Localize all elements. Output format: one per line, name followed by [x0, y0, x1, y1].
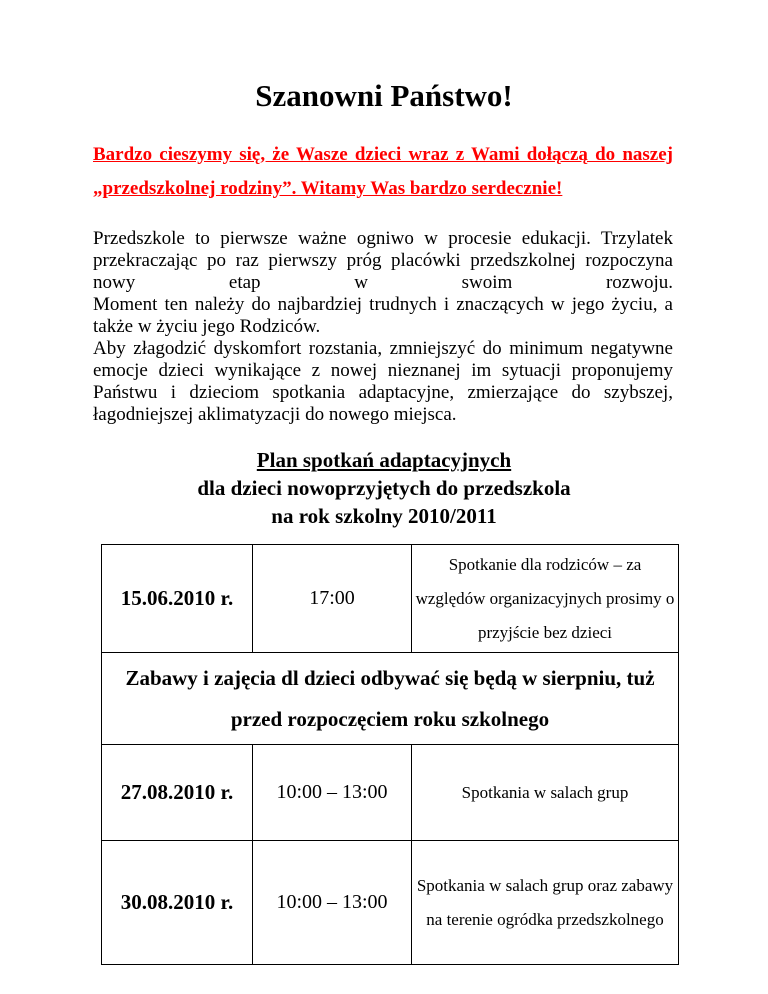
schedule-time: 10:00 – 13:00	[253, 745, 412, 841]
plan-title: Plan spotkań adaptacyjnych	[256, 448, 512, 472]
welcome-message: Bardzo cieszymy się, że Wasze dzieci wraz z Wami dołączą do naszej „przedszkolnej rodziny”. Witamy Was bardzo serdecznie!	[93, 144, 673, 199]
plan-heading	[0, 446, 768, 530]
table-row	[102, 745, 679, 841]
schedule-description: Spotkania w salach grup	[412, 745, 679, 841]
intro-text	[93, 228, 673, 426]
schedule-date: 30.08.2010 r.	[102, 841, 253, 965]
schedule-description: Spotkania w salach grup oraz zabawy na terenie ogródka przedszkolnego	[412, 841, 679, 965]
intro-paragraph-1: Przedszkole to pierwsze ważne ogniwo w procesie edukacji. Trzylatek przekraczając po raz pierwszy próg placówki przedszkolnej rozpoczyna nowy etap w swoim rozwoju.	[93, 228, 673, 293]
schedule-notice: Zabawy i zajęcia dl dzieci odbywać się będą w sierpniu, tuż przed rozpoczęciem roku szkolnego	[102, 653, 679, 745]
plan-subtitle-2: na rok szkolny 2010/2011	[271, 504, 497, 528]
intro-paragraph-3: Aby złagodzić dyskomfort rozstania, zmniejszyć do minimum negatywne emocje dzieci wynikające z nowej nieznanej im sytuacji proponujemy Państwu i dzieciom spotkania adaptacyjne, zmierzające do szybszej, łagodniejszej aklimatyzacji do nowego miejsca.	[93, 338, 673, 425]
page-title: Szanowni Państwo!	[255, 78, 513, 113]
schedule-time: 17:00	[253, 545, 412, 653]
schedule-date: 27.08.2010 r.	[102, 745, 253, 841]
schedule-table	[101, 544, 679, 965]
schedule-time: 10:00 – 13:00	[253, 841, 412, 965]
table-row	[102, 841, 679, 965]
schedule-date: 15.06.2010 r.	[102, 545, 253, 653]
intro-paragraph-2: Moment ten należy do najbardziej trudnych i znaczących w jego życiu, a także w życiu jego Rodziców.	[93, 294, 673, 337]
schedule-description: Spotkanie dla rodziców – za względów organizacyjnych prosimy o przyjście bez dzieci	[412, 545, 679, 653]
plan-subtitle-1: dla dzieci nowoprzyjętych do przedszkola	[197, 476, 571, 500]
table-row	[102, 653, 679, 745]
table-row	[102, 545, 679, 653]
